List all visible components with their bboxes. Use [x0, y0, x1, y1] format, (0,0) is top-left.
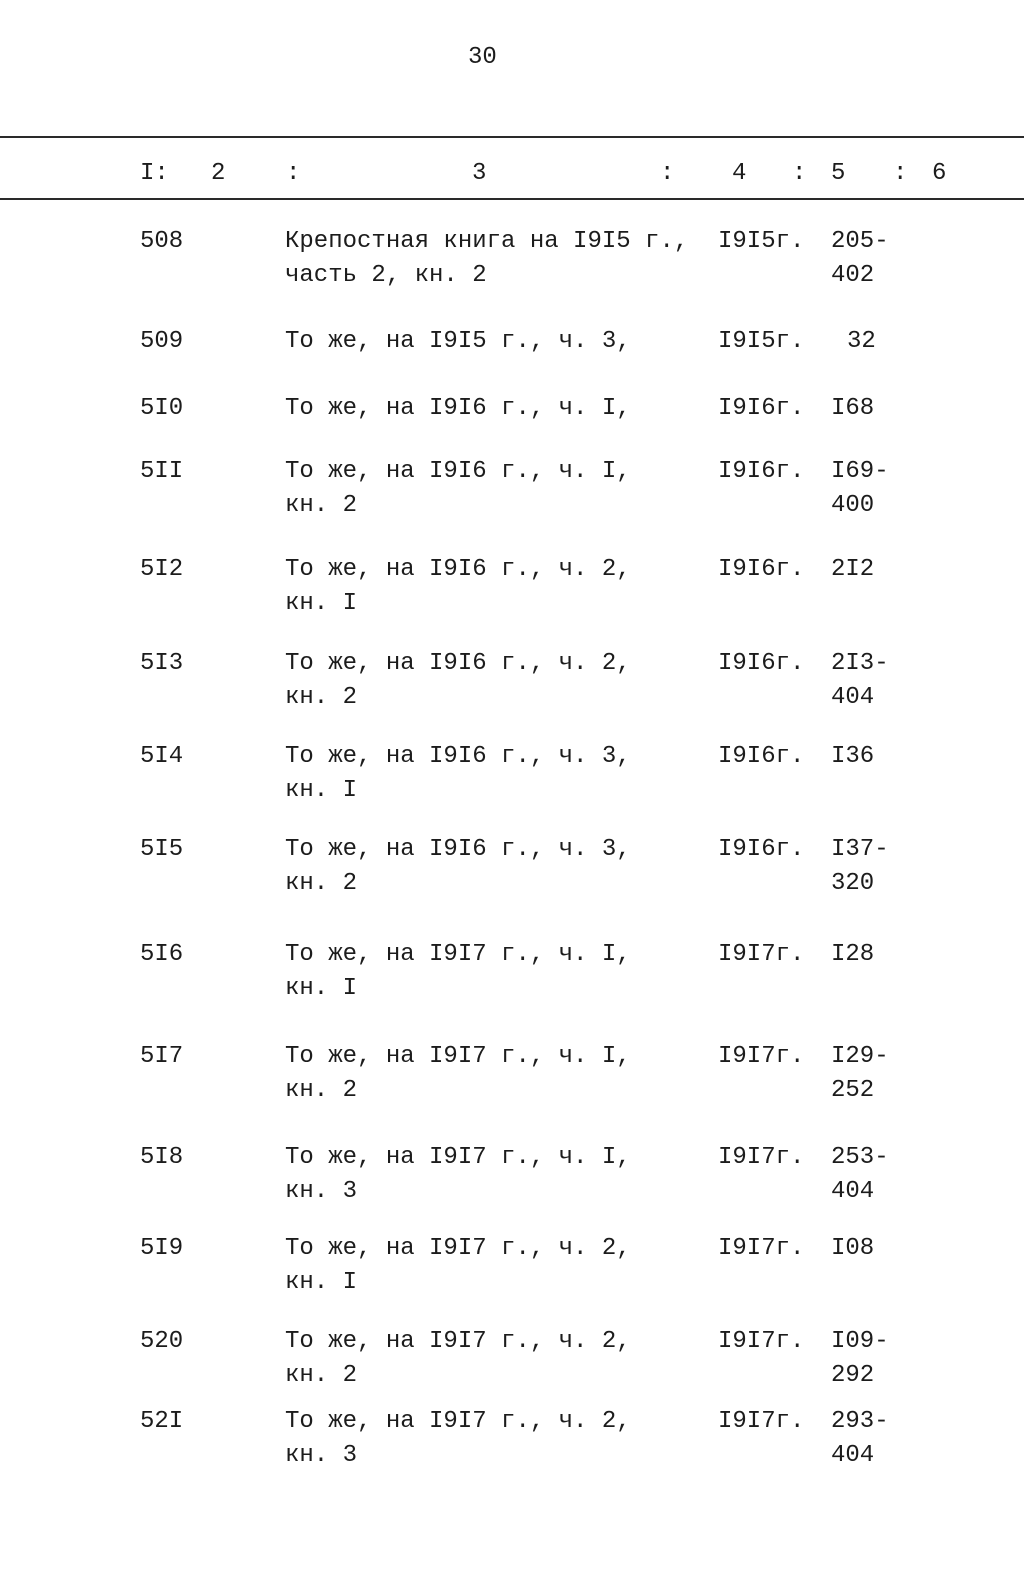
record-description [285, 647, 631, 715]
record-pages [831, 833, 889, 901]
record-pages [831, 553, 874, 587]
pages-line-2: 252 [831, 1077, 875, 1104]
record-pages [831, 1405, 889, 1473]
description-line-1: То же, на I9I7 г., ч. 2, [285, 1328, 631, 1355]
table-bottom-rule [0, 198, 1024, 200]
pages-line-1: I68 [831, 395, 875, 422]
pages-line-2: 404 [831, 1442, 875, 1469]
pages-line-1: I69- [831, 458, 889, 485]
record-number: 5I8 [140, 1144, 184, 1171]
description-line-1: То же, на I9I7 г., ч. I, [285, 1043, 631, 1070]
pages-line-1: I37- [831, 836, 889, 863]
record-number: 5I2 [140, 556, 184, 583]
record-year: I9I6г. [718, 743, 805, 770]
description-line-1: То же, на I9I6 г., ч. I, [285, 395, 631, 422]
header-col-2: 2 [211, 160, 226, 187]
record-description [285, 1141, 631, 1209]
description-line-2: кн. 3 [285, 1178, 358, 1205]
record-number: 5I4 [140, 743, 184, 770]
header-col-6: 6 [932, 160, 947, 187]
description-line-1: То же, на I9I6 г., ч. I, [285, 458, 631, 485]
record-year: I9I7г. [718, 1408, 805, 1435]
pages-line-2: 400 [831, 492, 875, 519]
header-separator-2: : [660, 160, 675, 187]
record-pages [831, 455, 889, 523]
header-col-4: 4 [732, 160, 747, 187]
table-top-rule [0, 136, 1024, 138]
pages-line-1: I36 [831, 743, 875, 770]
record-pages [831, 1325, 889, 1393]
record-year: I9I6г. [718, 650, 805, 677]
description-line-1: То же, на I9I7 г., ч. I, [285, 1144, 631, 1171]
description-line-1: То же, на I9I7 г., ч. 2, [285, 1408, 631, 1435]
record-year: I9I6г. [718, 836, 805, 863]
description-line-1: То же, на I9I5 г., ч. 3, [285, 328, 631, 355]
record-number: 520 [140, 1328, 184, 1355]
pages-line-1: I08 [831, 1235, 875, 1262]
description-line-2: кн. I [285, 1269, 358, 1296]
record-description [285, 392, 631, 426]
record-pages [831, 938, 874, 972]
header-separator-3: : [792, 160, 807, 187]
header-col-1: I: [140, 160, 169, 187]
header-separator-4: : [893, 160, 908, 187]
record-pages [831, 392, 874, 426]
record-year: I9I7г. [718, 1235, 805, 1262]
description-line-2: кн. I [285, 777, 358, 804]
pages-line-2: 404 [831, 1178, 875, 1205]
description-line-1: То же, на I9I6 г., ч. 3, [285, 743, 631, 770]
record-pages [831, 225, 889, 293]
description-line-2: кн. I [285, 975, 358, 1002]
description-line-2: кн. 2 [285, 684, 358, 711]
record-year: I9I6г. [718, 395, 805, 422]
pages-line-2: 320 [831, 870, 875, 897]
header-separator-1: : [286, 160, 301, 187]
description-line-2: кн. 2 [285, 492, 358, 519]
record-number: 5I5 [140, 836, 184, 863]
pages-line-1: 32 [847, 328, 876, 355]
record-pages [831, 647, 889, 715]
record-year: I9I6г. [718, 556, 805, 583]
pages-line-1: I28 [831, 941, 875, 968]
record-number: 5I7 [140, 1043, 184, 1070]
pages-line-2: 404 [831, 684, 875, 711]
description-line-1: Крепостная книга на I9I5 г., [285, 228, 689, 255]
record-number: 5I9 [140, 1235, 184, 1262]
record-year: I9I7г. [718, 1043, 805, 1070]
pages-line-1: 205- [831, 228, 889, 255]
description-line-1: То же, на I9I7 г., ч. 2, [285, 1235, 631, 1262]
record-description [285, 1325, 631, 1393]
record-pages [831, 1040, 889, 1108]
header-col-5: 5 [831, 160, 846, 187]
pages-line-2: 402 [831, 262, 875, 289]
record-description [285, 455, 631, 523]
page-number: 30 [468, 44, 497, 71]
record-year: I9I7г. [718, 941, 805, 968]
description-line-1: То же, на I9I6 г., ч. 3, [285, 836, 631, 863]
record-pages [847, 325, 876, 359]
record-number: 508 [140, 228, 184, 255]
description-line-2: кн. 2 [285, 1362, 358, 1389]
description-line-2: кн. 3 [285, 1442, 358, 1469]
pages-line-1: 293- [831, 1408, 889, 1435]
record-description [285, 1232, 631, 1300]
description-line-2: кн. 2 [285, 870, 358, 897]
record-description [285, 225, 688, 293]
description-line-2: кн. I [285, 590, 358, 617]
record-pages [831, 1141, 889, 1209]
description-line-2: кн. 2 [285, 1077, 358, 1104]
pages-line-1: 2I3- [831, 650, 889, 677]
record-number: 5II [140, 458, 184, 485]
record-description [285, 553, 631, 621]
record-number: 5I6 [140, 941, 184, 968]
record-year: I9I7г. [718, 1328, 805, 1355]
record-number: 5I0 [140, 395, 184, 422]
record-pages [831, 1232, 874, 1266]
pages-line-1: I09- [831, 1328, 889, 1355]
record-year: I9I5г. [718, 228, 805, 255]
pages-line-2: 292 [831, 1362, 875, 1389]
record-year: I9I7г. [718, 1144, 805, 1171]
record-number: 52I [140, 1408, 184, 1435]
record-number: 509 [140, 328, 184, 355]
description-line-2: часть 2, кн. 2 [285, 262, 487, 289]
record-pages [831, 740, 874, 774]
pages-line-1: I29- [831, 1043, 889, 1070]
header-col-3: 3 [472, 160, 487, 187]
record-description [285, 938, 631, 1006]
description-line-1: То же, на I9I6 г., ч. 2, [285, 556, 631, 583]
record-description [285, 833, 631, 901]
pages-line-1: 253- [831, 1144, 889, 1171]
record-description [285, 1405, 631, 1473]
record-description [285, 740, 631, 808]
record-description [285, 325, 631, 359]
description-line-1: То же, на I9I6 г., ч. 2, [285, 650, 631, 677]
record-year: I9I6г. [718, 458, 805, 485]
pages-line-1: 2I2 [831, 556, 875, 583]
record-year: I9I5г. [718, 328, 805, 355]
record-description [285, 1040, 631, 1108]
record-number: 5I3 [140, 650, 184, 677]
description-line-1: То же, на I9I7 г., ч. I, [285, 941, 631, 968]
